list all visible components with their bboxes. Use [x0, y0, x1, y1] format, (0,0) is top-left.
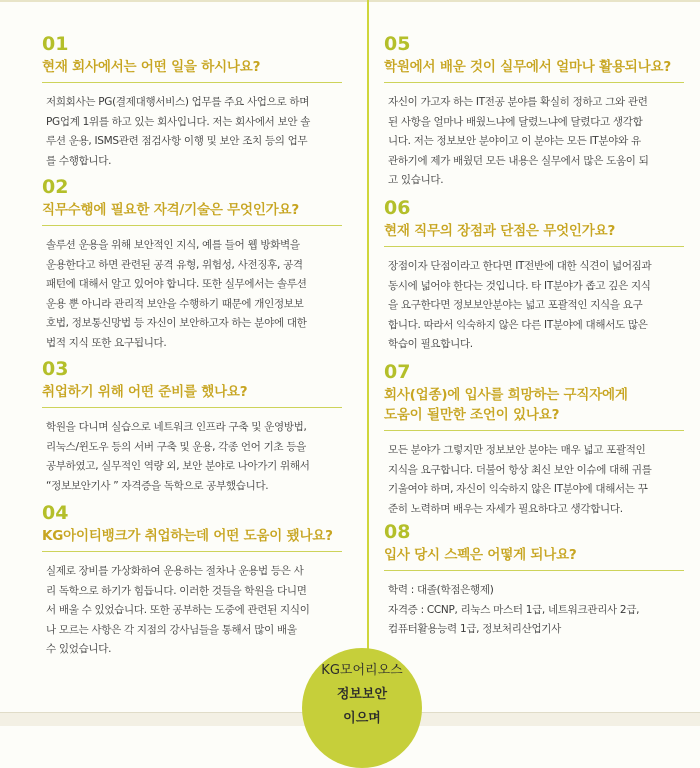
item-number: 04	[42, 502, 69, 524]
answer-text: 장점이자 단점이라고 한다면 IT전반에 대한 식견이 넓어짐과 동시에 넓어야 한다는 것입니다. 타 IT분야가 좁고 깊은 지식 을 요구한다면 정보보안분야는 넓고 포괄적인 지식을 요구 합니다. 따라서 익숙하지 않은 다른 IT분야에 대해서도 많은 학습이 필요합니다.	[388, 260, 652, 350]
question-heading: 현재 직무의 장점과 단점은 무엇인가요?	[384, 223, 616, 239]
question-heading: 학원에서 배운 것이 실무에서 얼마나 활용되나요?	[384, 59, 671, 75]
badge-name: 이으며	[343, 711, 381, 726]
qa-item-02	[42, 176, 342, 353]
badge-company: KG모어리오스	[321, 663, 403, 678]
heading-rule	[42, 407, 342, 408]
heading-rule	[384, 246, 684, 247]
question-heading: 현재 회사에서는 어떤 일을 하시나요?	[42, 59, 261, 75]
item-number: 08	[384, 521, 411, 543]
item-number: 06	[384, 197, 411, 219]
qa-item-05	[384, 33, 684, 191]
heading-rule	[42, 551, 342, 552]
answer-text: 학력 : 대졸(학점은행제) 자격증 : CCNP, 리눅스 마스터 1급, 네트워크관리사 2급, 컴퓨터활용능력 1급, 정보처리산업기사	[388, 584, 640, 635]
qa-item-08	[384, 521, 684, 640]
item-number: 07	[384, 361, 411, 383]
heading-rule	[42, 225, 342, 226]
answer-text: 솔루션 운용을 위해 보안적인 지식, 예를 들어 웹 방화벽을 운용한다고 하면 관련된 공격 유형, 위험성, 사전징후, 공격 패턴에 대해서 알고 있어야 합니다. 또한 실무에서는 솔루션 운용 뿐 아니라 관리적 보안을 수행하기 때문에 개인정보보 호법, 정보통신망법 등 자신이 보안하고자 하는 분야에 대한 법적 지식 또한 요구됩니다.	[46, 239, 307, 349]
heading-rule	[384, 82, 684, 83]
question-heading: 입사 당시 스펙은 어떻게 되나요?	[384, 547, 577, 563]
interviewee-badge	[302, 648, 422, 768]
heading-rule	[42, 82, 342, 83]
question-heading: KG아이티뱅크가 취업하는데 어떤 도움이 됐나요?	[42, 528, 333, 544]
heading-rule	[384, 570, 684, 571]
qa-item-03	[42, 358, 342, 496]
item-number: 01	[42, 33, 69, 55]
question-heading: 회사(업종)에 입사를 희망하는 구직자에게 도움이 될만한 조언이 있나요?	[384, 387, 628, 423]
qa-item-04	[42, 502, 342, 660]
top-border	[0, 0, 700, 2]
heading-rule	[384, 430, 684, 431]
badge-department: 정보보안	[336, 687, 388, 702]
answer-text: 실제로 장비를 가상화하여 운용하는 절차나 운용법 등은 사 리 독학으로 하기가 힘듭니다. 이러한 것들을 학원을 다니면 서 배울 수 있었습니다. 또한 공부하는 도중에 관련된 지식이 나 모르는 사항은 각 지점의 강사님들을 통해서 많이 배울 수 있었습니다.	[46, 565, 310, 655]
qa-item-07	[384, 361, 684, 519]
answer-text: 모든 분야가 그렇지만 정보보안 분야는 매우 넓고 포괄적인 지식을 요구합니다. 더불어 항상 최신 보안 이슈에 대해 귀를 기울여야 하며, 자신이 익숙하지 않은 IT분야에 대해서는 꾸 준히 노력하며 배우는 자세가 필요하다고 생각합니다.	[388, 444, 652, 515]
column-divider	[367, 0, 369, 725]
item-number: 05	[384, 33, 411, 55]
answer-text: 저희회사는 PG(결제대행서비스) 업무를 주요 사업으로 하며 PG업계 1위를 하고 있는 회사입니다. 저는 회사에서 보안 솔 루션 운용, ISMS관련 점검사항 이행 및 보안 조치 등의 업무 를 수행합니다.	[46, 96, 311, 167]
question-heading: 직무수행에 필요한 자격/기술은 무엇인가요?	[42, 202, 299, 218]
item-number: 03	[42, 358, 69, 380]
qa-item-01	[42, 33, 342, 171]
answer-text: 자신이 가고자 하는 IT전공 분야를 확실히 정하고 그와 관련 된 사항을 얼마나 배웠느냐에 달렸느냐에 달렸다고 생각합 니다. 저는 정보보안 분야이고 이 분야는 모든 IT분야와 유 관하기에 제가 배웠던 모든 내용은 실무에서 많은 도움이 되 고 있습니다.	[388, 96, 649, 186]
item-number: 02	[42, 176, 69, 198]
question-heading: 취업하기 위해 어떤 준비를 했나요?	[42, 384, 248, 400]
answer-text: 학원을 다니며 실습으로 네트워크 인프라 구축 및 운영방법, 리눅스/윈도우 등의 서버 구축 및 운용, 각종 언어 기초 등을 공부하였고, 실무적인 역량 외, 보안 분야로 나아가기 위해서 “정보보안기사 ” 자격증을 독학으로 공부했습니다.	[46, 421, 310, 492]
qa-item-06	[384, 197, 684, 355]
